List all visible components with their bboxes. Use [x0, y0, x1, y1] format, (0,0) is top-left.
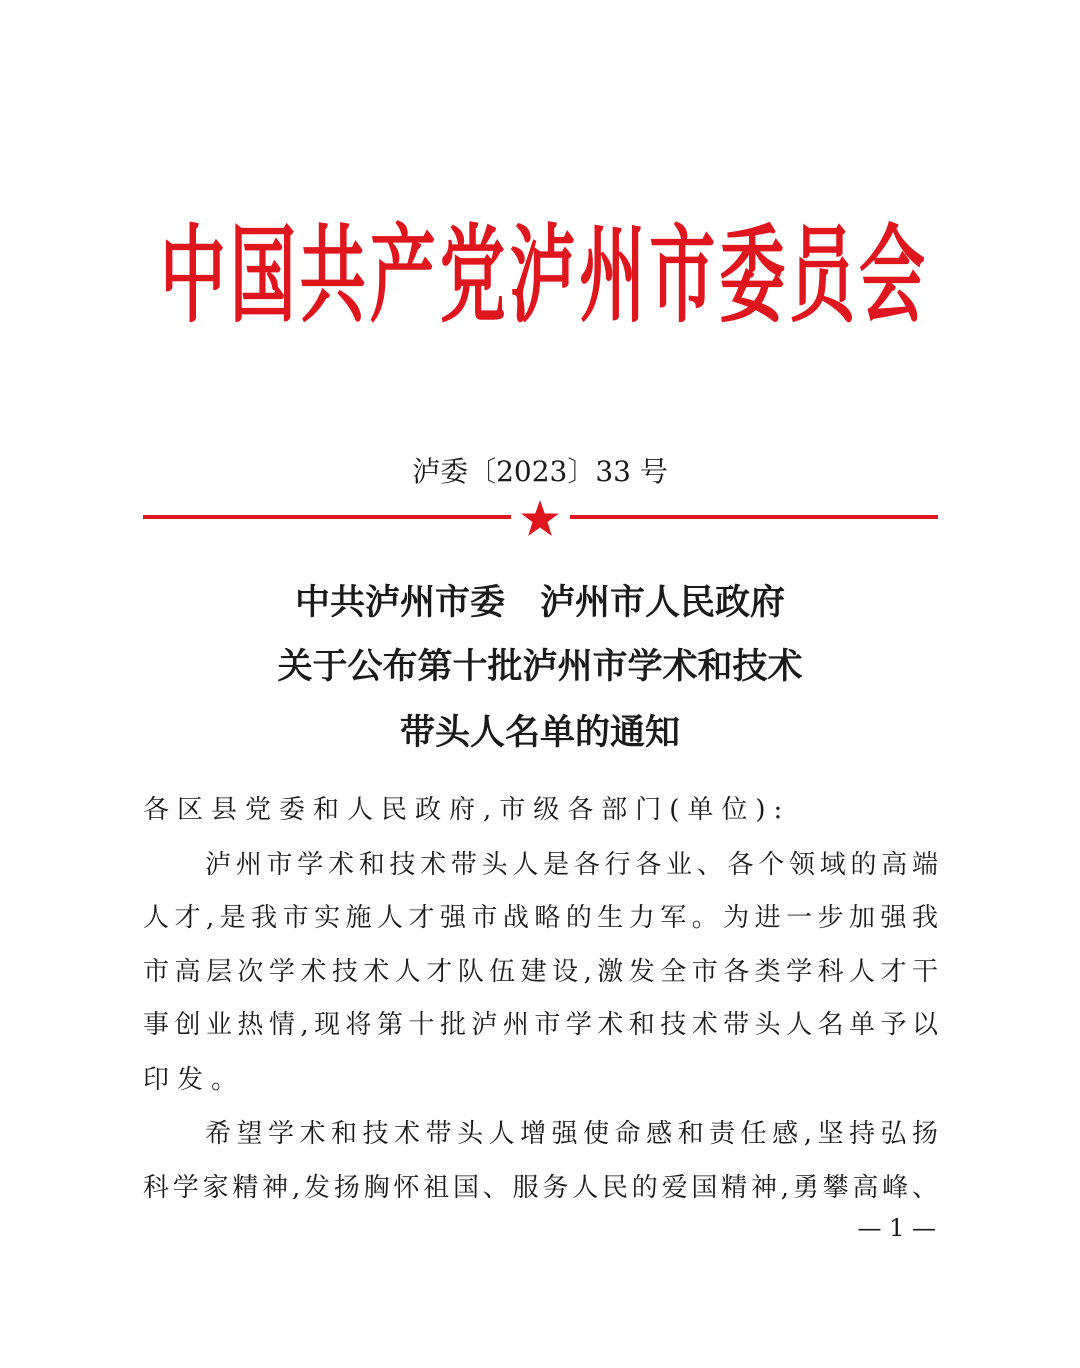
salutation: 各区县党委和人民政府,市级各部门(单位): [143, 795, 791, 825]
body-line: 泸州市学术和技术带头人是各行各业、各个领域的高端 [205, 850, 938, 880]
red-star-icon [520, 498, 560, 538]
body-line: 市高层次学术技术人才队伍建设,激发全市各类学科人才干 [143, 957, 938, 987]
document-number: 泸委〔2023〕33 号 [412, 455, 668, 488]
issuing-organization-header: 中国共产党泸州市委员会 [160, 214, 925, 338]
title-line-3: 带头人名单的通知 [399, 712, 680, 753]
body-line: 科学家精神,发扬胸怀祖国、服务人民的爱国精神,勇攀高峰、 [143, 1173, 938, 1203]
body-line: 事创业热情,现将第十批泸州市学术和技术带头人名单予以 [143, 1010, 938, 1040]
body-line: 人才,是我市实施人才强市战略的生力军。为进一步加强我 [143, 903, 938, 933]
page-number: — 1 — [857, 1214, 936, 1242]
title-line-2: 关于公布第十批泸州市学术和技术 [277, 646, 803, 687]
red-divider-right [570, 515, 938, 519]
red-divider-left [143, 515, 511, 519]
body-line: 希望学术和技术带头人增强使命感和责任感,坚持弘扬 [205, 1119, 938, 1149]
title-line-1: 中共泸州市委 泸州市人民政府 [294, 582, 785, 623]
body-line: 印发。 [143, 1065, 246, 1095]
